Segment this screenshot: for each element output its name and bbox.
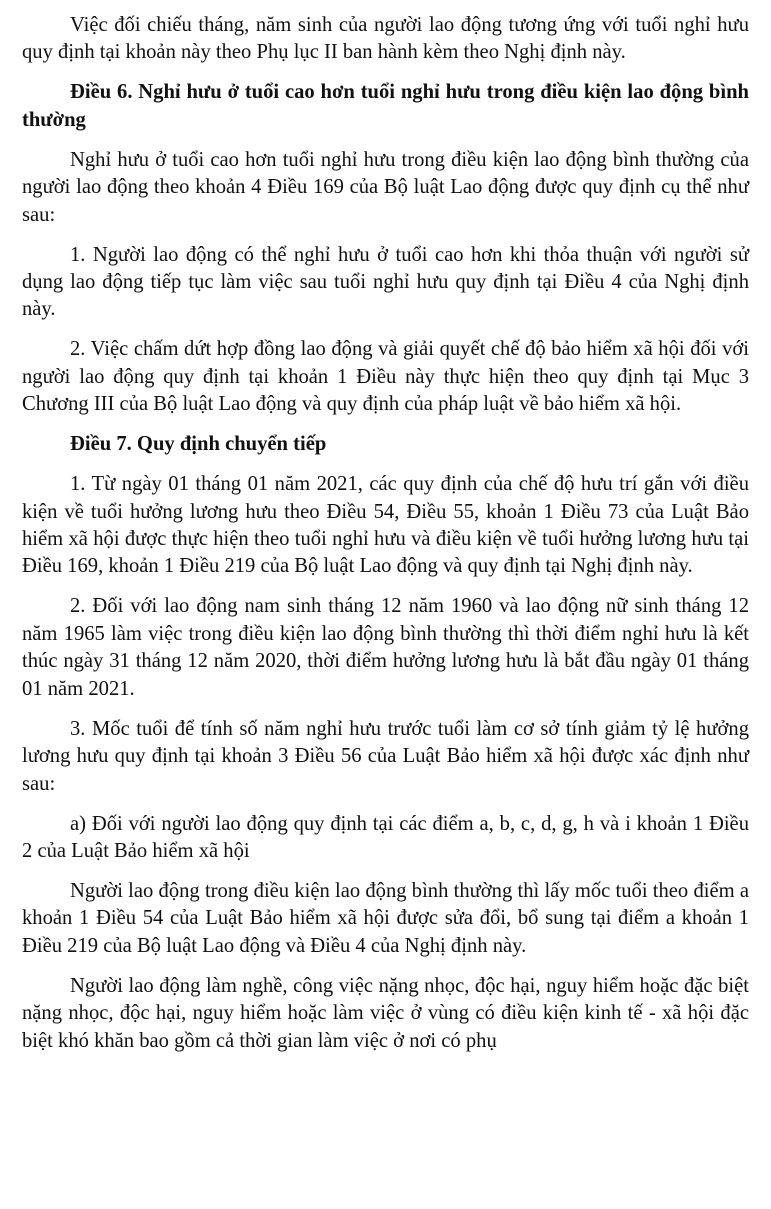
article-6-clause-2: 2. Việc chấm dứt hợp đồng lao động và giải quyết chế độ bảo hiểm xã hội đối với người lao động quy định tại khoản 1 Điều này thực hiện theo quy định tại Mục 3 Chương III của Bộ luật Lao động và quy định của pháp luật về bảo hiểm xã hội. xyxy=(22,338,749,416)
article-7-clause-2: 2. Đối với lao động nam sinh tháng 12 năm 1960 và lao động nữ sinh tháng 12 năm 1965 làm việc trong điều kiện lao động bình thường thì thời điểm nghỉ hưu là kết thúc ngày 31 tháng 12 năm 2020, thời điểm hưởng lương hưu là bắt đầu ngày 01 tháng 01 năm 2021. xyxy=(22,595,749,700)
article-6-heading: Điều 6. Nghỉ hưu ở tuổi cao hơn tuổi nghỉ hưu trong điều kiện lao động bình thường xyxy=(22,81,749,131)
article-7-heading: Điều 7. Quy định chuyển tiếp xyxy=(70,433,327,456)
paragraph-normal-conditions: Người lao động trong điều kiện lao động bình thường thì lấy mốc tuổi theo điểm a khoản 1 Điều 54 của Luật Bảo hiểm xã hội được sửa đổi, bổ sung tại điểm a khoản 1 Điều 219 của Bộ luật Lao động và Điều 4 của Nghị định này. xyxy=(22,879,749,957)
paragraph-hazardous-work: Người lao động làm nghề, công việc nặng nhọc, độc hại, nguy hiểm hoặc đặc biệt nặng nhọc, độc hại, nguy hiểm hoặc làm việc ở vùng có điều kiện kinh tế - xã hội đặc biệt khó khăn bao gồm cả thời gian làm việc ở nơi có phụ xyxy=(22,974,749,1052)
article-7-clause-3: 3. Mốc tuổi để tính số năm nghỉ hưu trước tuổi làm cơ sở tính giảm tỷ lệ hưởng lương hưu quy định tại khoản 3 Điều 56 của Luật Bảo hiểm xã hội được xác định như sau: xyxy=(22,717,749,795)
paragraph-birth-month-comparison: Việc đối chiếu tháng, năm sinh của người lao động tương ứng với tuổi nghỉ hưu quy định tại khoản này theo Phụ lục II ban hành kèm theo Nghị định này. xyxy=(22,14,749,64)
article-7-clause-1: 1. Từ ngày 01 tháng 01 năm 2021, các quy định của chế độ hưu trí gắn với điều kiện về tuổi hưởng lương hưu theo Điều 54, Điều 55, khoản 1 Điều 73 của Luật Bảo hiểm xã hội được thực hiện theo tuổi nghỉ hưu và điều kiện về tuổi hưởng lương hưu tại Điều 169, khoản 1 Điều 219 của Bộ luật Lao động và quy định tại Nghị định này. xyxy=(22,473,749,578)
article-7-clause-3-point-a: a) Đối với người lao động quy định tại các điểm a, b, c, d, g, h và i khoản 1 Điều 2 của Luật Bảo hiểm xã hội xyxy=(22,812,749,862)
article-6-clause-1: 1. Người lao động có thể nghỉ hưu ở tuổi cao hơn khi thỏa thuận với người sử dụng lao động tiếp tục làm việc sau tuổi nghỉ hưu quy định tại Điều 4 của Nghị định này. xyxy=(22,243,749,321)
article-6-intro: Nghỉ hưu ở tuổi cao hơn tuổi nghỉ hưu trong điều kiện lao động bình thường của người lao động theo khoản 4 Điều 169 của Bộ luật Lao động được quy định cụ thể như sau: xyxy=(22,148,749,226)
